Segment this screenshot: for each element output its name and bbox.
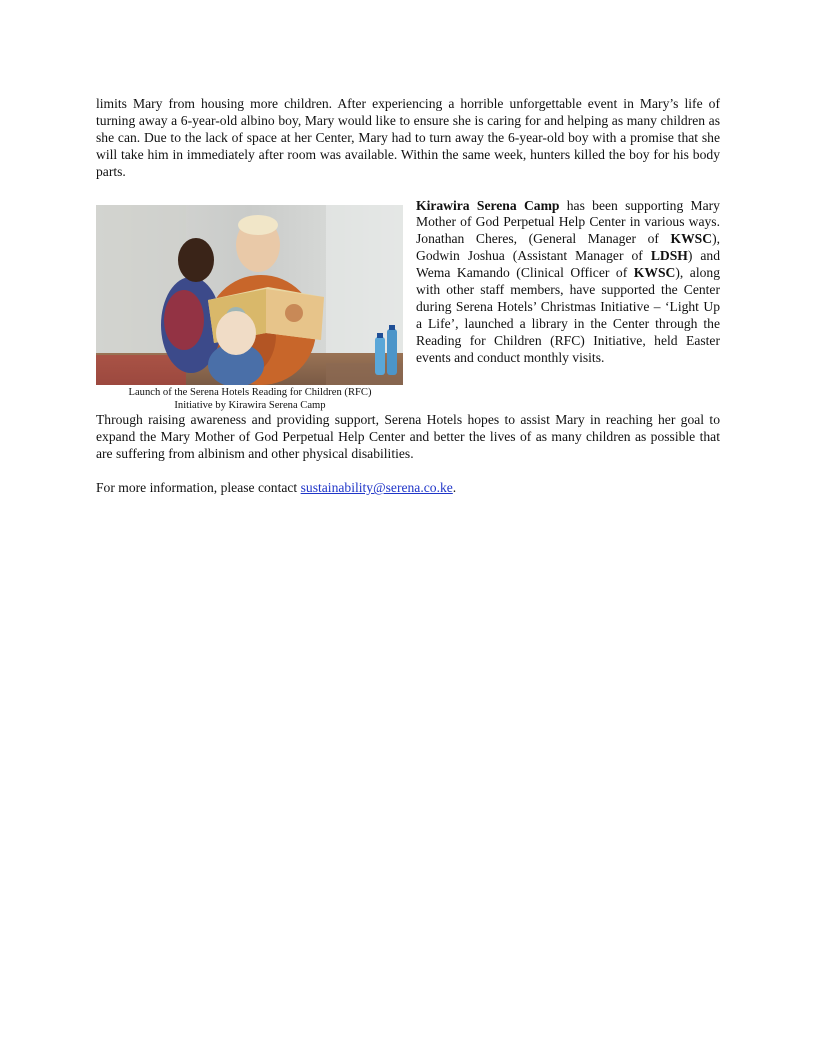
document-page [96, 96, 720, 497]
side-text-4: ), along with other staff members, have supported the Center during Serena Hotels’ Christmas Initiative – ‘Light Up a Life’, launched a library in the Center through the Reading for Children (RFC) Initiative, held Easter events and conduct monthly visits. [416, 265, 720, 365]
side-text-2: ), Godwin Joshua (Assistant Manager of [416, 231, 720, 264]
contact-paragraph [96, 480, 720, 497]
photo-and-text-section [96, 198, 720, 413]
contact-prefix: For more information, please contact [96, 480, 301, 496]
side-paragraph [416, 198, 720, 367]
email-link[interactable]: sustainability@serena.co.ke [300, 480, 453, 496]
kwsc-abbrev-2: KWSC [633, 265, 676, 281]
figure [96, 205, 404, 413]
body-paragraph-intro: limits Mary from housing more children. After experiencing a horrible unforgettable event in Mary’s life of turning away a 6-year-old albino boy, Mary would like to ensure she is caring for and helping as many children as she can. Due to the lack of space at her Center, Mary had to turn away the 6-year-old boy with a promise that she will take him in immediately after room was available. Within the same week, hunters killed the boy for his body parts. [96, 96, 720, 179]
side-text-3: ) and Wema Kamando (Clinical Officer of [416, 248, 720, 281]
contact-suffix: . [452, 480, 457, 496]
caption-line-2: Initiative by Kirawira Serena Camp [174, 399, 326, 411]
caption-line-1: Launch of the Serena Hotels Reading for Children (RFC) [128, 386, 372, 398]
side-text-1: has been supporting Mary Mother of God Perpetual Help Center in various ways. Jonathan Cheres, (General Manager of [416, 197, 720, 247]
reading-photo [96, 205, 403, 385]
camp-name: Kirawira Serena Camp [416, 197, 560, 213]
figure-caption [96, 386, 404, 413]
body-paragraph-support: Through raising awareness and providing support, Serena Hotels hopes to assist Mary in reaching her goal to expand the Mary Mother of God Perpetual Help Center and better the lives of as many children as possible that are suffering from albinism and other physical disabilities. [96, 412, 720, 462]
ldsh-abbrev: LDSH [650, 248, 688, 264]
kwsc-abbrev-1: KWSC [670, 231, 713, 247]
